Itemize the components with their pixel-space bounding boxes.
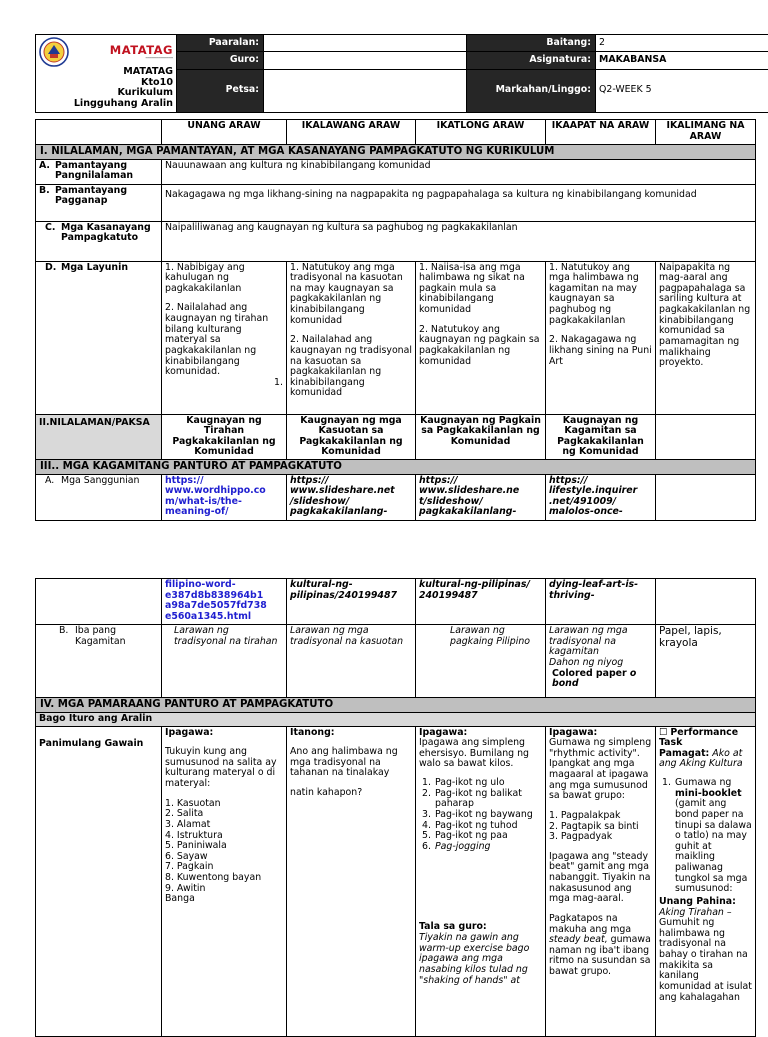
section-4-heading: IV. MGA PAMARAANG PANTURO AT PAMPAGKATUTO <box>36 698 756 713</box>
iba-day-4: Larawan ng mga tradisyonal na kagamitan Dahon ng niyog Colored paper o bond <box>546 625 656 698</box>
petsa-label: Petsa: <box>177 69 264 112</box>
layunin-day-5: Naipapakita ng mag-aaral ang pagpapahalaga sa sariling kultura at pagkakakilanlan ng kinabibilangang komunidad sa pamamagitan ng malikhaing proyekto. <box>656 261 756 414</box>
sanggunian-link-day-4[interactable]: https:// lifestyle.inquirer .net/491009/ malolos-once- <box>546 474 656 520</box>
row-text-a: Nauunawaan ang kultura ng kinabibilangang komunidad <box>162 159 756 184</box>
paaralan-label: Paaralan: <box>177 35 264 52</box>
guro-value[interactable] <box>264 52 467 69</box>
section-1-heading: I. NILALAMAN, MGA PAMANTAYAN, AT MGA KASANAYANG PAMPAGKATUTO NG KURIKULUM <box>36 145 756 160</box>
row-label-a: Pamantayang Pangnilalaman <box>55 161 158 182</box>
row-label-d: Mga Layunin <box>61 263 128 274</box>
day-header-2: IKALAWANG ARAW <box>287 120 416 145</box>
markahan-value[interactable]: Q2-WEEK 5 <box>596 69 768 112</box>
row-label-sanggunian: Mga Sanggunian <box>61 476 139 487</box>
panimula-day-1: Ipagawa: Tukuyin kung ang sumusunod na salita ay kulturang materyal o di materyal: 1. Kasuotan 2. Salita 3. Alamat 4. Istruktura 5. Paniniwala 6. Sayaw 7. Pagkain 8. Kuwentong bayan 9. Awitin Banga <box>162 726 287 1036</box>
layunin-day-2: 1. Natutukoy ang mga tradisyonal na kasuotan na may kaugnayan sa pagkakakilanlan ng kinabibilangang komunidad 2. Nailalahad ang kaugnayan ng tradisyonal na kasuotan sa pagkakakilanlan ng kinabibilangang komunidad <box>287 261 416 414</box>
deped-seal-icon <box>39 37 69 67</box>
markahan-label: Markahan/Linggo: <box>467 69 596 112</box>
row-panimulang-gawain <box>36 726 756 1036</box>
section-4-subheading: Bago Ituro ang Aralin <box>36 712 756 726</box>
row-sanggunian-continued <box>36 579 756 625</box>
panimula-day-2: Itanong: Ano ang halimbawa ng mga tradisyonal na tahanan na tinalakay natin kahapon? <box>287 726 416 1036</box>
day-header-3: IKATLONG ARAW <box>416 120 546 145</box>
row-layunin: D. Mga Layunin 1. Nabibigay ang kahulugan ng pagkakakilanlan 2. Nailalahad ang kaugnayan ng tirahan bilang kulturang materyal sa pagkakakilanlan ng kinabibilangang komunidad. 1. 1. Natutukoy ang mga tradisyonal na kasuotan na may kaugnayan sa pagkakakilanlan ng kinabibilangang komunidad 2. Nailalahad ang kaugnayan ng tradisyonal na kasuotan sa pagkakakilanlan ng kinabibilangang komunidad 1. Naiisa-isa ang mga halimbawa ng sikat na pagkain mula sa kinabibilangang komunidad 2. Natutukoy ang kaugnayan ng pagkain sa pagkakakilanlan ng komunidad 1. Natutukoy ang mga halimbawa ng kagamitan na may kaugnayan sa paghubog ng pagkakakilanlan 2. Nakagagawa ng likhang sining na Puni Art Naipapakita ng mag-aaral ang pagpapahalaga sa sariling kultura at pagkakakilanlan ng kinabibilangang komunidad sa pamamagitan ng malikhaing proyekto. <box>36 261 756 414</box>
lesson-table-part2 <box>35 578 756 1037</box>
row-sanggunian: A. Mga Sanggunian https:// www.wordhippo.co m/what-is/the-meaning-of/ https:// www.slideshare.net /slideshow/ pagkakakilanlang- https:// www.slideshare.ne t/slideshow/ pagkakakilanlang- https:// lifestyle.inquirer .net/491009/ malolos-once- <box>36 474 756 520</box>
guro-label: Guro: <box>177 52 264 69</box>
sanggunian-link-cont-day-4[interactable]: dying-leaf-art-is-thriving- <box>546 579 656 625</box>
asignatura-label: Asignatura: <box>467 52 596 69</box>
paksa-day-5 <box>656 414 756 460</box>
iba-day-2: Larawan ng mga tradisyonal na kasuotan <box>287 625 416 698</box>
panimula-day-4: Ipagawa: Gumawa ng simpleng "rhythmic activity". Ipangkat ang mga magaaral at ipagawa ang mga sumusunod sa bawat grupo: 1. Pagpalakpak 2. Pagtapik sa binti 3. Pagpadyak Ipagawa ang "steady beat" gamit ang mga nabanggit. Tiyakin na nakasusunod ang mga mag-aaral. Pagkatapos na makuha ang mga steady beat, gumawa naman ng iba't ibang ritmo na susundan sa bawat grupo. <box>546 726 656 1036</box>
paksa-day-3: Kaugnayan ng Pagkain sa Pagkakakilanlan ng Komunidad <box>416 414 546 460</box>
row-label-iba: Iba pang Kagamitan <box>75 626 158 647</box>
paksa-day-1: Kaugnayan ng Tirahan Pagkakakilanlan ng Komunidad <box>162 414 287 460</box>
petsa-value[interactable] <box>264 69 467 112</box>
section-3-heading: III.. MGA KAGAMITANG PANTURO AT PAMPAGKATUTO <box>36 460 756 475</box>
row-paksa <box>36 414 756 460</box>
row-pamantayang-pagganap: B. Pamantayang Pagganap Nakagagawa ng mga likhang-sining na nagpapakita ng pagpapahalaga sa kultura ng kinabibilangang komunidad <box>36 184 756 221</box>
row-iba-pang-kagamitan: B. Iba pang Kagamitan Larawan ng tradisyonal na tirahan Larawan ng mga tradisyonal na kasuotan Larawan ng pagkaing Pilipino Larawan ng mga tradisyonal na kagamitan Dahon ng niyog Colored paper o bond Papel, lapis, krayola <box>36 625 756 698</box>
matatag-logo: MATATAG ━━━━━━━━━━━━━ <box>110 44 173 61</box>
row-label-c: Mga Kasanayang Pampagkatuto <box>61 223 158 244</box>
baitang-value[interactable]: 2 <box>596 35 768 52</box>
day-header-4: IKAAPAT NA ARAW <box>546 120 656 145</box>
panimula-day-3: Ipagawa: Ipagawa ang simpleng ehersisyo. Bumilang ng walo sa bawat kilos. 1. Pag-ikot ng ulo 2. Pag-ikot ng balikat paharap 3. Pag-ikot ng baywang 4. Pag-ikot ng tuhod 5. Pag-ikot ng paa 6. Pag-jogging Tala sa guro: Tiyakin na gawin ang warm-up exercise bago ipagawa ang mga nasabing kilos tulad ng "shaking of hands" at <box>416 726 546 1036</box>
row-text-b: Nakagagawa ng mga likhang-sining na nagpapakita ng pagpapahalaga sa kultura ng kinabibilangang komunidad <box>162 184 756 221</box>
asignatura-value[interactable]: MAKABANSA <box>596 52 768 69</box>
header-table <box>35 34 768 113</box>
panimula-day-5: ☐ Performance Task Pamagat: Ako at ang Aking Kultura 1. Gumawa ng mini-booklet (gamit ang bond paper na tinupi sa dalawa o tatlo) na may guhit at maikling paliwanag tungkol sa mga sumusunod: Unang Pahina: Aking Tirahan – Gumuhit ng halimbawa ng tradisyonal na bahay o tirahan na makikita sa kanilang komunidad at isulat ang kahalagahan <box>656 726 756 1036</box>
sanggunian-day-5 <box>656 474 756 520</box>
sanggunian-link-cont-day-3[interactable]: kultural-ng-pilipinas/ 240199487 <box>416 579 546 625</box>
sanggunian-link-day-2[interactable]: https:// www.slideshare.net /slideshow/ pagkakakilanlang- <box>287 474 416 520</box>
layunin-day-4: 1. Natutukoy ang mga halimbawa ng kagamitan na may kaugnayan sa paghubog ng pagkakakilanlan 2. Nakagagawa ng likhang sining na Puni Art <box>546 261 656 414</box>
iba-day-3: Larawan ng pagkaing Pilipino <box>416 625 546 698</box>
iba-day-5: Papel, lapis, krayola <box>656 625 756 698</box>
section-2-heading: II.NILALAMAN/PAKSA <box>36 414 162 460</box>
brand-cell <box>36 35 177 113</box>
row-label-panimula: Panimulang Gawain <box>36 726 162 1036</box>
layunin-day-3: 1. Naiisa-isa ang mga halimbawa ng sikat na pagkain mula sa kinabibilangang komunidad 2. Natutukoy ang kaugnayan ng pagkain sa pagkakakilanlan ng komunidad <box>416 261 546 414</box>
sanggunian-cont-day-5 <box>656 579 756 625</box>
row-label-b: Pamantayang Pagganap <box>55 186 158 207</box>
day-header-5: IKALIMANG NA ARAW <box>656 120 756 145</box>
corner-cell <box>36 120 162 145</box>
brand-title: MATATAG Kto10 Kurikulum Lingguhang Aralin <box>39 67 173 110</box>
checkbox-icon: ☐ <box>659 727 667 738</box>
paksa-day-4: Kaugnayan ng Kagamitan sa Pagkakakilanlan ng Komunidad <box>546 414 656 460</box>
iba-day-1: Larawan ng tradisyonal na tirahan <box>162 625 287 698</box>
paaralan-value[interactable] <box>264 35 467 52</box>
lesson-table-part1 <box>35 119 756 521</box>
sanggunian-link-day-3[interactable]: https:// www.slideshare.ne t/slideshow/ pagkakakilanlang- <box>416 474 546 520</box>
sanggunian-link-cont-day-1[interactable]: filipino-word-e387d8b838964b1 a98a7de5057fd738 e560a1345.html <box>162 579 287 625</box>
day-header-row <box>36 120 756 145</box>
layunin-day-1: 1. Nabibigay ang kahulugan ng pagkakakilanlan 2. Nailalahad ang kaugnayan ng tirahan bilang kulturang materyal sa pagkakakilanlan ng kinabibilangang komunidad. 1. <box>162 261 287 414</box>
paksa-day-2: Kaugnayan ng mga Kasuotan sa Pagkakakilanlan ng Komunidad <box>287 414 416 460</box>
row-text-c: Naipaliliwanag ang kaugnayan ng kultura sa paghubog ng pagkakakilanlan <box>162 221 756 261</box>
row-kasanayang: C. Mga Kasanayang Pampagkatuto Naipaliliwanag ang kaugnayan ng kultura sa paghubog ng pagkakakilanlan <box>36 221 756 261</box>
day-header-1: UNANG ARAW <box>162 120 287 145</box>
sanggunian-link-day-1[interactable]: https:// www.wordhippo.co m/what-is/the-meaning-of/ <box>162 474 287 520</box>
sanggunian-link-cont-day-2[interactable]: kultural-ng-pilipinas/240199487 <box>287 579 416 625</box>
row-pamantayang-pangnilalaman: A. Pamantayang Pangnilalaman Nauunawaan ang kultura ng kinabibilangang komunidad <box>36 159 756 184</box>
baitang-label: Baitang: <box>467 35 596 52</box>
